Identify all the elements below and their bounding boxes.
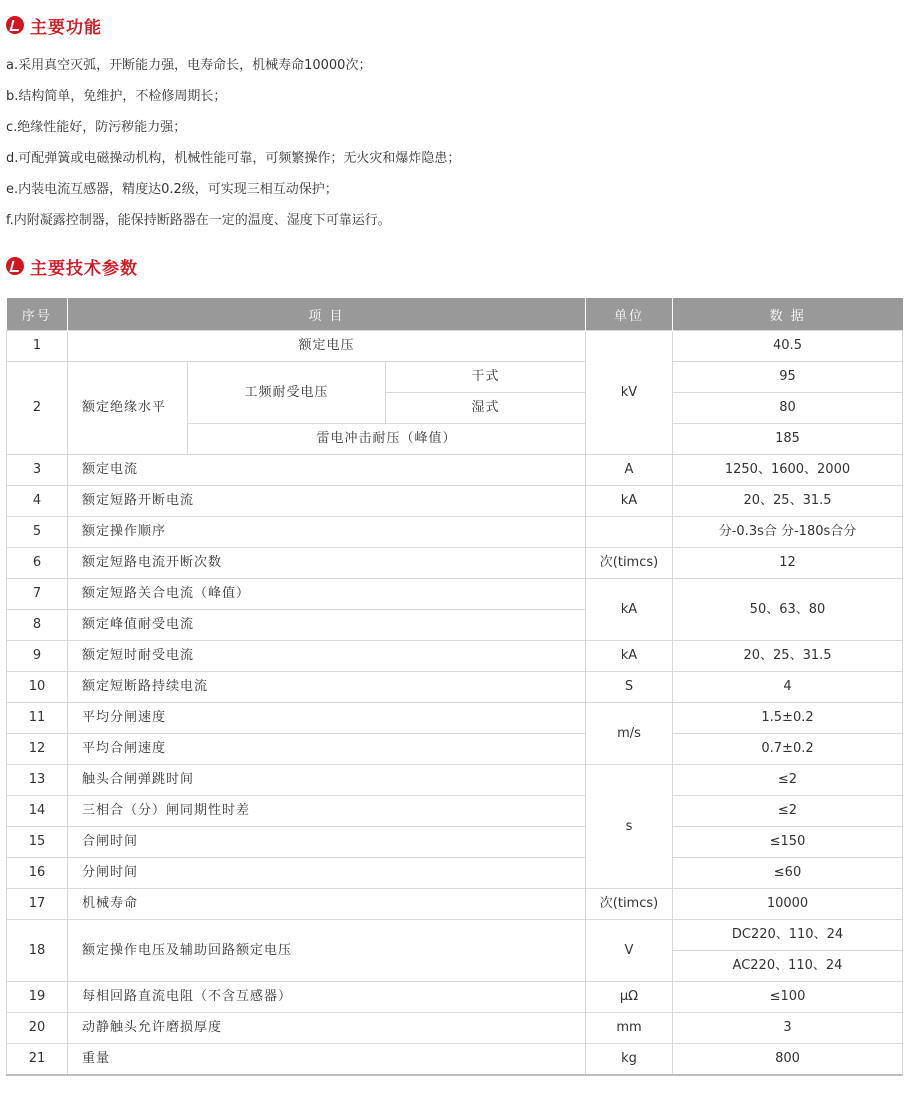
row-unit: kg — [586, 1044, 673, 1076]
row-subitem: 干式 — [386, 362, 586, 393]
params-title: 主要技术参数 — [30, 258, 138, 279]
table-row — [7, 703, 903, 734]
row-item: 动静触头允许磨损厚度 — [68, 1013, 586, 1044]
table-row — [7, 486, 903, 517]
row-item: 额定电流 — [68, 455, 586, 486]
row-unit: kA — [586, 579, 673, 641]
row-value: 1.5±0.2 — [673, 703, 903, 734]
row-value: ≤2 — [673, 796, 903, 827]
section-title-functions — [6, 13, 102, 37]
row-item: 额定绝缘水平 — [68, 362, 188, 455]
table-row — [7, 579, 903, 610]
row-no: 11 — [7, 703, 68, 734]
row-value: 1250、1600、2000 — [673, 455, 903, 486]
row-no: 15 — [7, 827, 68, 858]
row-unit: 次(timcs) — [586, 889, 673, 920]
functions-title: 主要功能 — [30, 17, 102, 38]
row-value: 80 — [673, 393, 903, 424]
row-item: 重量 — [68, 1044, 586, 1076]
row-value: 20、25、31.5 — [673, 486, 903, 517]
header-no: 序号 — [7, 298, 68, 331]
row-item: 触头合闸弹跳时间 — [68, 765, 586, 796]
row-no: 12 — [7, 734, 68, 765]
row-item: 额定短路关合电流（峰值） — [68, 579, 586, 610]
row-value: 95 — [673, 362, 903, 393]
row-unit: m/s — [586, 703, 673, 765]
section-title-params — [6, 254, 138, 278]
row-unit: mm — [586, 1013, 673, 1044]
row-unit: V — [586, 920, 673, 982]
row-no: 4 — [7, 486, 68, 517]
row-value: 10000 — [673, 889, 903, 920]
row-value: 40.5 — [673, 331, 903, 362]
row-value: ≤150 — [673, 827, 903, 858]
row-item: 额定电压 — [68, 331, 586, 362]
row-no: 7 — [7, 579, 68, 610]
row-subitem: 雷电冲击耐压（峰值） — [188, 424, 586, 455]
row-unit: μΩ — [586, 982, 673, 1013]
row-item: 平均分闸速度 — [68, 703, 586, 734]
row-no: 9 — [7, 641, 68, 672]
row-item: 额定短时耐受电流 — [68, 641, 586, 672]
table-header-row — [7, 298, 903, 331]
row-value: ≤100 — [673, 982, 903, 1013]
row-value: 3 — [673, 1013, 903, 1044]
row-no: 13 — [7, 765, 68, 796]
row-no: 20 — [7, 1013, 68, 1044]
feature-item: c.绝缘性能好，防污秽能力强； — [6, 120, 187, 135]
row-value: ≤60 — [673, 858, 903, 889]
row-item: 额定短路电流开断次数 — [68, 548, 586, 579]
row-item: 额定操作电压及辅助回路额定电压 — [68, 920, 586, 982]
row-value: ≤2 — [673, 765, 903, 796]
row-no: 14 — [7, 796, 68, 827]
table-row — [7, 331, 903, 362]
row-unit: 次(timcs) — [586, 548, 673, 579]
row-unit: s — [586, 765, 673, 889]
feature-item: b.结构简单，免维护，不检修周期长； — [6, 89, 227, 104]
circuit-breaker-icon — [6, 16, 24, 34]
circuit-breaker-icon — [6, 257, 24, 275]
row-no: 18 — [7, 920, 68, 982]
table-row — [7, 1044, 903, 1076]
row-item: 额定操作顺序 — [68, 517, 586, 548]
header-item: 项 目 — [68, 298, 586, 331]
table-row — [7, 982, 903, 1013]
row-no: 21 — [7, 1044, 68, 1076]
table-row — [7, 672, 903, 703]
feature-item: e.内装电流互感器，精度达0.2级，可实现三相互动保护； — [6, 182, 338, 197]
row-unit: kV — [586, 331, 673, 455]
row-value: 0.7±0.2 — [673, 734, 903, 765]
table-row — [7, 1013, 903, 1044]
row-unit: S — [586, 672, 673, 703]
row-item: 分闸时间 — [68, 858, 586, 889]
table-row — [7, 362, 903, 393]
row-value: 12 — [673, 548, 903, 579]
row-no: 5 — [7, 517, 68, 548]
feature-item: a.采用真空灭弧，开断能力强，电寿命长，机械寿命10000次； — [6, 58, 372, 73]
table-row — [7, 765, 903, 796]
row-no: 19 — [7, 982, 68, 1013]
table-row — [7, 641, 903, 672]
row-unit — [586, 517, 673, 548]
header-unit: 单位 — [586, 298, 673, 331]
row-no: 10 — [7, 672, 68, 703]
row-no: 8 — [7, 610, 68, 641]
table-row — [7, 827, 903, 858]
row-value: 185 — [673, 424, 903, 455]
table-row — [7, 734, 903, 765]
feature-item: d.可配弹簧或电磁操动机构，机械性能可靠，可频繁操作；无火灾和爆炸隐患； — [6, 151, 461, 166]
row-value: 4 — [673, 672, 903, 703]
row-value: AC220、110、24 — [673, 951, 903, 982]
row-value: 20、25、31.5 — [673, 641, 903, 672]
row-item: 合闸时间 — [68, 827, 586, 858]
row-item: 额定短断路持续电流 — [68, 672, 586, 703]
row-value: DC220、110、24 — [673, 920, 903, 951]
table-row — [7, 517, 903, 548]
row-subitem: 湿式 — [386, 393, 586, 424]
table-row — [7, 455, 903, 486]
row-unit: A — [586, 455, 673, 486]
table-row — [7, 548, 903, 579]
row-subitem: 工频耐受电压 — [188, 362, 386, 424]
table-row — [7, 858, 903, 889]
row-value: 分-0.3s合 分-180s合分 — [673, 517, 903, 548]
row-item: 平均合闸速度 — [68, 734, 586, 765]
row-item: 三相合（分）闸同期性时差 — [68, 796, 586, 827]
row-item: 每相回路直流电阻（不含互感器） — [68, 982, 586, 1013]
row-value: 50、63、80 — [673, 579, 903, 641]
row-no: 2 — [7, 362, 68, 455]
feature-item: f.内附凝露控制器，能保持断路器在一定的温度、湿度下可靠运行。 — [6, 213, 391, 228]
row-unit: kA — [586, 486, 673, 517]
row-item: 机械寿命 — [68, 889, 586, 920]
row-value: 800 — [673, 1044, 903, 1076]
row-no: 6 — [7, 548, 68, 579]
row-item: 额定峰值耐受电流 — [68, 610, 586, 641]
feature-list — [6, 50, 460, 236]
table-row — [7, 889, 903, 920]
row-item: 额定短路开断电流 — [68, 486, 586, 517]
row-no: 3 — [7, 455, 68, 486]
row-no: 17 — [7, 889, 68, 920]
row-unit: kA — [586, 641, 673, 672]
table-row — [7, 796, 903, 827]
table-row — [7, 920, 903, 951]
row-no: 1 — [7, 331, 68, 362]
header-value: 数 据 — [673, 298, 903, 331]
row-no: 16 — [7, 858, 68, 889]
spec-table — [6, 298, 903, 1076]
